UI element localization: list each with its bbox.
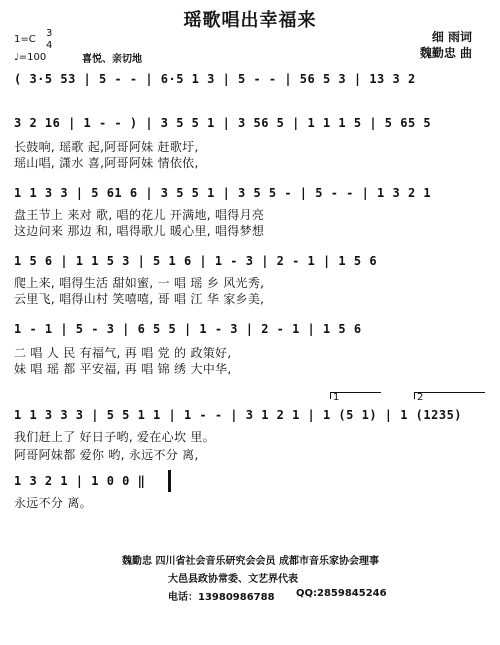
notation-row-6: 1 1 3 3 3 | 5 5 1 1 | 1 - - | 3 1 2 1 | 1 (5 1) | 1 (1235)	[14, 408, 463, 422]
lyric-row-3-verse-1: 盘王节上 来对 歌, 唱的花儿 开满地, 唱得月亮	[14, 208, 265, 222]
expression-marking: 喜悦、亲切地	[82, 54, 142, 65]
time-signature-top: 3	[46, 28, 53, 39]
composer-credit: 魏勤忠 曲	[419, 46, 472, 60]
lyric-row-5-verse-1: 二 唱 人 民 有福气, 再 唱 党 的 政策好,	[14, 346, 232, 360]
lyric-row-5-verse-2: 妹 唱 瑶 都 平安福, 再 唱 锦 绣 大中华,	[14, 362, 232, 376]
notation-row-3: 1 1 3 3 | 5 61 6 | 3 5 5 1 | 3 5 5 - | 5 - - | 1 3 2 1	[14, 186, 432, 200]
tempo-marking: ♩=100	[14, 52, 47, 63]
footer-position: 大邑县政协常委、文艺界代表	[168, 574, 298, 585]
notation-row-7: 1 3 2 1 | 1 0 0 ‖	[14, 474, 146, 488]
notation-row-5: 1 - 1 | 5 - 3 | 6 5 5 | 1 - 3 | 2 - 1 | 1 5 6	[14, 322, 362, 336]
page-title: 瑶歌唱出幸福来	[183, 10, 317, 31]
second-ending-number: 2	[417, 392, 424, 403]
first-ending-number: 1	[333, 392, 340, 403]
footer-phone: 电话：13980986788	[168, 592, 275, 603]
lyricist-credit: 细 雨词	[431, 30, 472, 44]
second-ending-bracket	[414, 392, 485, 399]
lyric-row-7-verse-1: 永远不分 离。	[14, 496, 92, 510]
lyric-row-2-verse-1: 长鼓响, 瑶歌 起,阿哥阿妹 赶歌圩,	[14, 140, 199, 154]
lyric-row-6-verse-2: 阿哥阿妹都 爱你 哟, 永远不分 离,	[14, 448, 199, 462]
time-signature-bottom: 4	[46, 40, 53, 51]
lyric-row-2-verse-2: 瑶山唱, 潇水 喜,阿哥阿妹 情依依,	[14, 156, 199, 170]
notation-row-2: 3 2 16 | 1 - - ) | 3 5 5 1 | 3 56 5 | 1 1 1 5 | 5 65 5	[14, 116, 432, 130]
notation-row-4: 1 5 6 | 1 1 5 3 | 5 1 6 | 1 - 3 | 2 - 1 | 1 5 6	[14, 254, 378, 268]
key-signature: 1=C	[14, 34, 36, 45]
final-barline	[168, 470, 171, 492]
lyric-row-3-verse-2: 这边问来 那边 和, 唱得歌儿 暖心里, 唱得梦想	[14, 224, 265, 238]
lyric-row-6-verse-1: 我们赶上了 好日子哟, 爱在心坎 里。	[14, 430, 215, 444]
lyric-row-4-verse-2: 云里飞, 唱得山村 笑嘻嘻, 哥 唱 江 华 家乡美,	[14, 292, 265, 306]
footer-qq: QQ:2859845246	[296, 588, 387, 599]
footer-author-info: 魏勤忠 四川省社会音乐研究会会员 成都市音乐家协会理事	[122, 556, 379, 567]
notation-row-1: ( 3·5 53 | 5 - - | 6·5 1 3 | 5 - - | 56 5 3 | 13 3 2	[14, 72, 416, 86]
lyric-row-4-verse-1: 爬上来, 唱得生活 甜如蜜, 一 唱 瑶 乡 风光秀,	[14, 276, 265, 290]
